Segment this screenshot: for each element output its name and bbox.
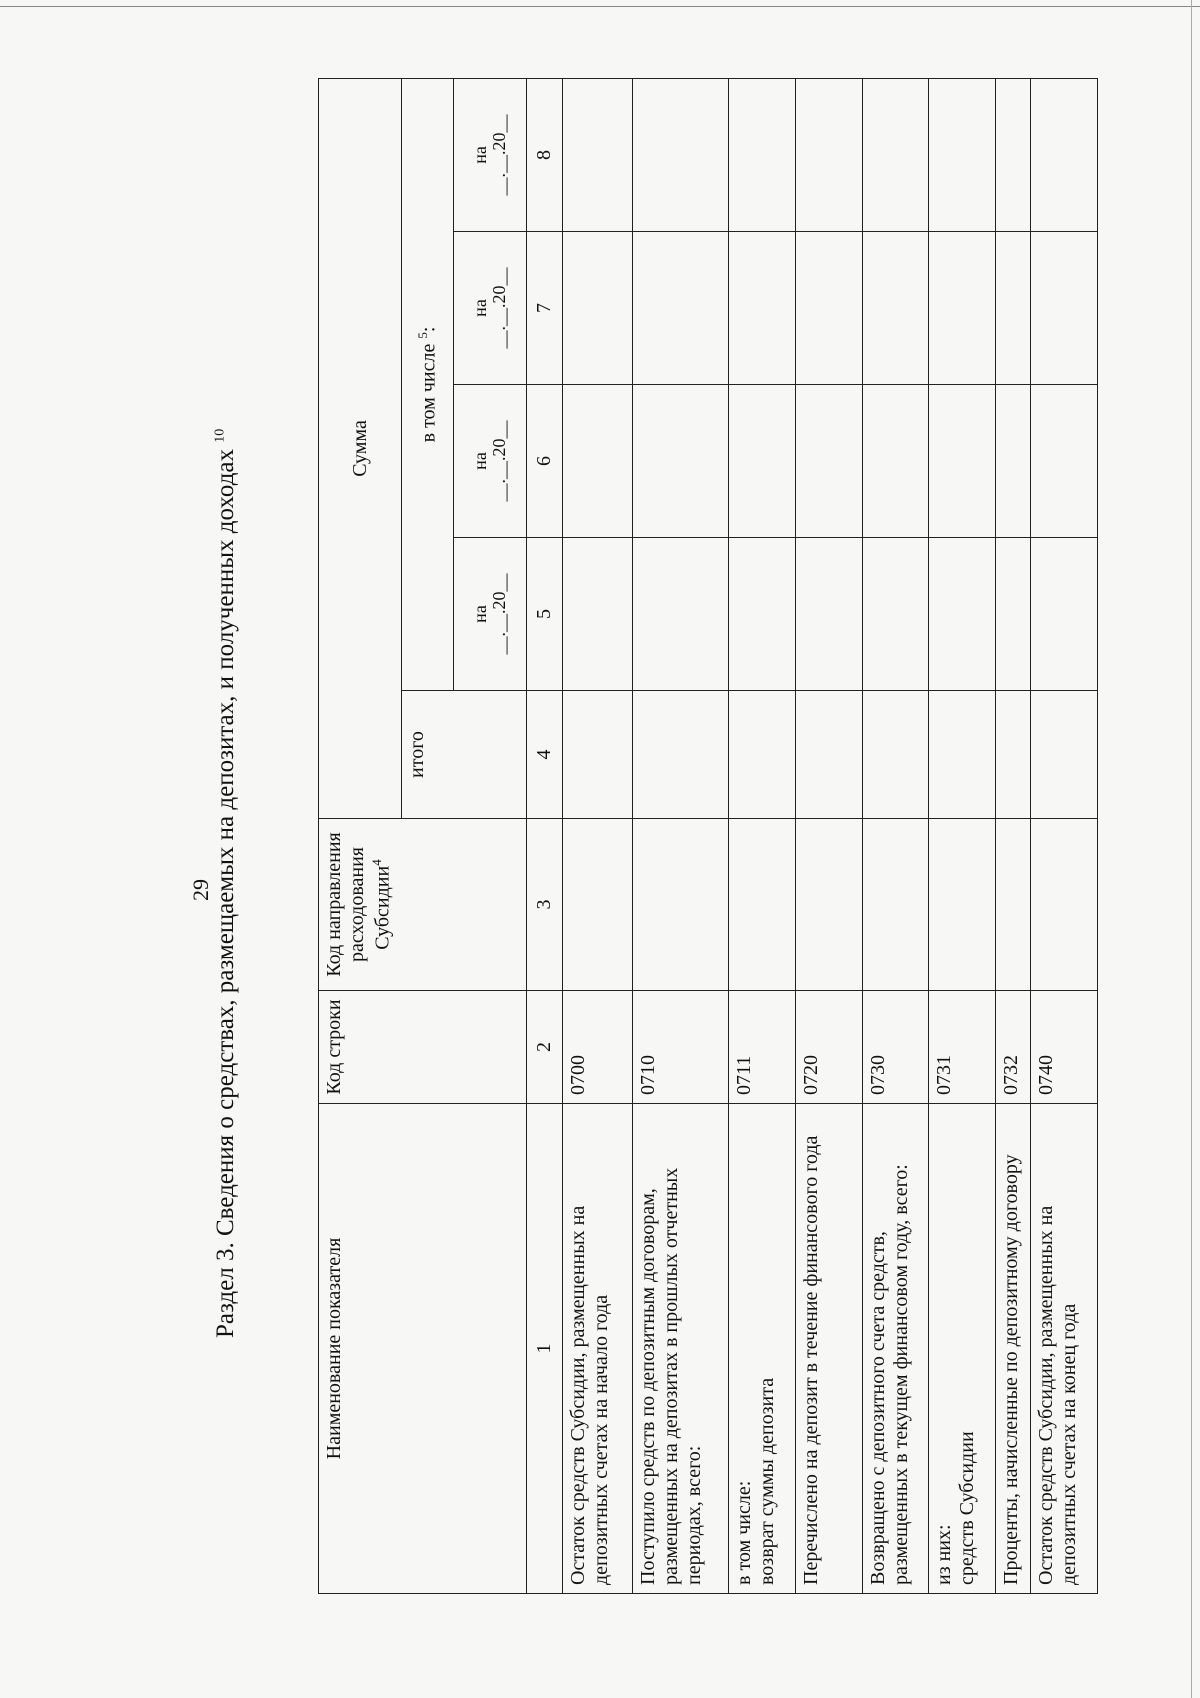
- row-value-cell[interactable]: [995, 819, 1030, 991]
- row-value-cell[interactable]: [729, 232, 796, 385]
- row-code-cell: 0711: [729, 991, 796, 1104]
- column-number: 3: [527, 819, 562, 991]
- row-value-cell[interactable]: [929, 819, 996, 991]
- row-name-cell: Остаток средств Субсидии, размещенных на депозитных счетах на начало года: [562, 1104, 633, 1594]
- header-direction-code: [319, 819, 527, 991]
- row-value-cell[interactable]: [929, 538, 996, 691]
- row-value-cell[interactable]: [929, 78, 996, 231]
- deposit-report-table: [318, 78, 1098, 1594]
- row-value-cell[interactable]: [795, 538, 862, 691]
- period-1-na: на: [469, 605, 490, 623]
- row-value-cell[interactable]: [995, 538, 1030, 691]
- row-value-cell[interactable]: [929, 385, 996, 538]
- row-value-cell[interactable]: [1031, 691, 1098, 819]
- row-name-cell: Возвращено с депозитного счета средств, размещенных в текущем финансовом году, всего:: [862, 1104, 929, 1594]
- column-number: 1: [527, 1104, 562, 1594]
- row-value-cell[interactable]: [1031, 78, 1098, 231]
- row-value-cell[interactable]: [795, 691, 862, 819]
- row-code-cell: 0720: [795, 991, 862, 1104]
- row-value-cell[interactable]: [795, 78, 862, 231]
- header-direction-code-footnote: 4: [369, 859, 384, 866]
- period-1-date: __.__.20__: [489, 573, 510, 655]
- header-including: [402, 78, 454, 690]
- row-value-cell[interactable]: [862, 819, 929, 991]
- period-2-date: __.__.20__: [489, 420, 510, 502]
- period-4-date: __.__.20__: [489, 114, 510, 196]
- row-value-cell[interactable]: [862, 385, 929, 538]
- row-value-cell[interactable]: [633, 385, 729, 538]
- row-name-cell: Поступило средств по депозитным договорам, размещенных на депозитах в прошлых отчетных периодах, всего:: [633, 1104, 729, 1594]
- header-period-3: [454, 232, 527, 385]
- row-code-cell: 0740: [1031, 991, 1098, 1104]
- row-value-cell[interactable]: [1031, 232, 1098, 385]
- row-code-cell: 0732: [995, 991, 1030, 1104]
- row-value-cell[interactable]: [862, 691, 929, 819]
- page-number: 29: [188, 879, 213, 901]
- row-value-cell[interactable]: [633, 78, 729, 231]
- row-value-cell[interactable]: [929, 232, 996, 385]
- row-value-cell[interactable]: [862, 538, 929, 691]
- row-value-cell[interactable]: [633, 691, 729, 819]
- header-period-2: [454, 385, 527, 538]
- table-row: [862, 78, 929, 1593]
- table-row: [562, 78, 633, 1593]
- header-including-suffix: :: [417, 326, 440, 333]
- row-value-cell[interactable]: [633, 538, 729, 691]
- column-number: 4: [527, 691, 562, 819]
- table-row: [729, 78, 796, 1593]
- table-row: [1031, 78, 1098, 1593]
- table-row: [929, 78, 996, 1593]
- table-row: [995, 78, 1030, 1593]
- row-code-cell: 0731: [929, 991, 996, 1104]
- row-value-cell[interactable]: [995, 78, 1030, 231]
- header-row-1: [319, 78, 402, 1593]
- row-name-cell: из них: средств Субсидии: [929, 1104, 996, 1594]
- row-value-cell[interactable]: [562, 78, 633, 231]
- column-number: 2: [527, 991, 562, 1104]
- section-title-footnote: 10: [212, 428, 228, 443]
- row-value-cell[interactable]: [633, 819, 729, 991]
- row-value-cell[interactable]: [795, 385, 862, 538]
- row-value-cell[interactable]: [729, 385, 796, 538]
- row-value-cell[interactable]: [633, 232, 729, 385]
- row-value-cell[interactable]: [729, 78, 796, 231]
- row-name-cell: Проценты, начисленные по депозитному договору: [995, 1104, 1030, 1594]
- header-period-1: [454, 538, 527, 691]
- header-period-4: [454, 78, 527, 231]
- row-value-cell[interactable]: [729, 538, 796, 691]
- column-number: 6: [527, 385, 562, 538]
- row-value-cell[interactable]: [562, 538, 633, 691]
- row-value-cell[interactable]: [1031, 819, 1098, 991]
- row-value-cell[interactable]: [995, 232, 1030, 385]
- row-value-cell[interactable]: [1031, 538, 1098, 691]
- header-name: Наименование показателя: [319, 1104, 527, 1594]
- row-code-cell: 0730: [862, 991, 929, 1104]
- header-including-text: в том числе: [417, 343, 440, 443]
- row-value-cell[interactable]: [562, 691, 633, 819]
- table-row: [633, 78, 729, 1593]
- period-4-na: на: [469, 146, 490, 164]
- period-2-na: на: [469, 452, 490, 470]
- section-title-text: Раздел 3. Сведения о средствах, размещаемых на депозитах, и полученных доходах: [212, 448, 239, 1338]
- row-value-cell[interactable]: [862, 232, 929, 385]
- header-including-footnote: 5: [415, 332, 431, 339]
- period-3-date: __.__.20__: [489, 267, 510, 349]
- row-name-cell: в том числе: возврат суммы депозита: [729, 1104, 796, 1594]
- column-number: 5: [527, 538, 562, 691]
- row-value-cell[interactable]: [729, 691, 796, 819]
- row-value-cell[interactable]: [995, 385, 1030, 538]
- row-value-cell[interactable]: [562, 232, 633, 385]
- row-name-cell: Перечислено на депозит в течение финансового года: [795, 1104, 862, 1594]
- row-value-cell[interactable]: [995, 691, 1030, 819]
- header-direction-code-text: Код направления расходования Субсидии: [323, 832, 394, 977]
- column-number: 8: [527, 78, 562, 231]
- row-value-cell[interactable]: [795, 232, 862, 385]
- row-value-cell[interactable]: [1031, 385, 1098, 538]
- row-code-cell: 0700: [562, 991, 633, 1104]
- row-code-cell: 0710: [633, 991, 729, 1104]
- header-row-code: Код строки: [319, 991, 527, 1104]
- column-number-row: [527, 78, 562, 1593]
- table-row: [795, 78, 862, 1593]
- row-value-cell[interactable]: [795, 819, 862, 991]
- row-value-cell[interactable]: [562, 819, 633, 991]
- row-value-cell[interactable]: [562, 385, 633, 538]
- header-sum: Сумма: [319, 78, 402, 818]
- section-title: [212, 338, 240, 1338]
- column-number: 7: [527, 232, 562, 385]
- row-value-cell[interactable]: [929, 691, 996, 819]
- row-value-cell[interactable]: [862, 78, 929, 231]
- header-total: итого: [402, 691, 527, 819]
- period-3-na: на: [469, 299, 490, 317]
- row-value-cell[interactable]: [729, 819, 796, 991]
- row-name-cell: Остаток средств Субсидии, размещенных на депозитных счетах на конец года: [1031, 1104, 1098, 1594]
